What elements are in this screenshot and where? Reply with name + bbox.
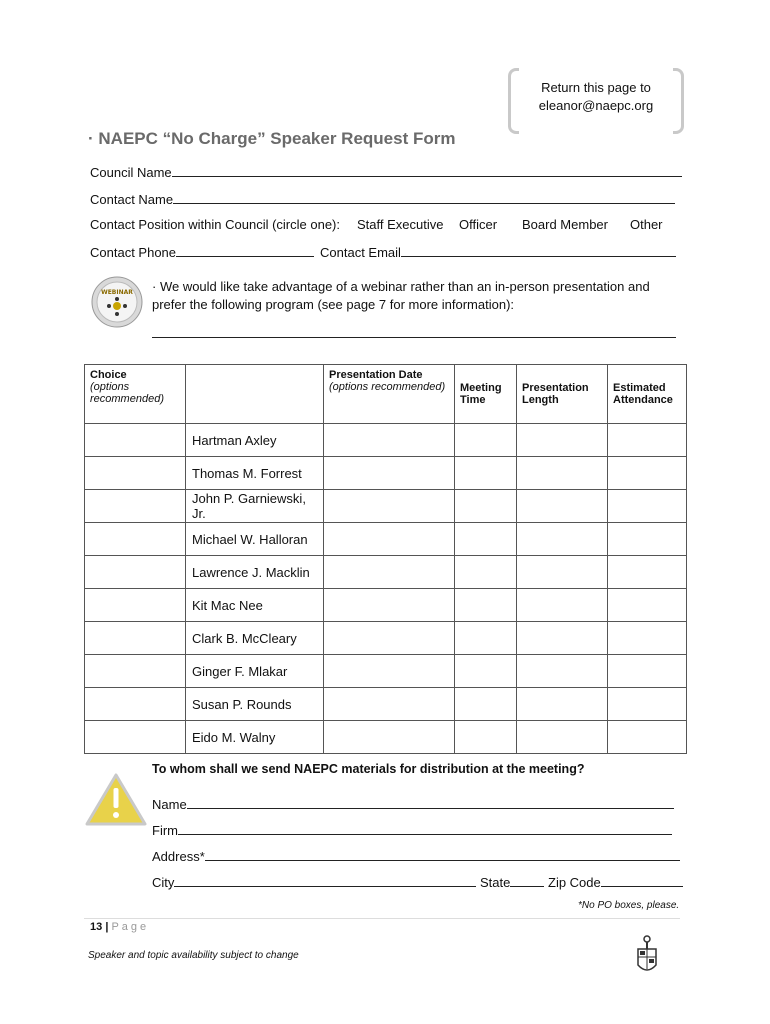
length-cell[interactable] xyxy=(517,490,608,523)
length-cell[interactable] xyxy=(517,655,608,688)
council-name-label: Council Name xyxy=(90,165,172,180)
choice-cell[interactable] xyxy=(85,688,186,721)
date-cell[interactable] xyxy=(324,556,455,589)
header-meeting-time: Meeting Time xyxy=(455,365,517,424)
speaker-name: Hartman Axley xyxy=(186,424,324,457)
materials-state-label: State xyxy=(480,875,511,890)
choice-cell[interactable] xyxy=(85,523,186,556)
position-other[interactable]: Other xyxy=(630,217,663,232)
contact-phone-label: Contact Phone xyxy=(90,245,177,260)
length-cell[interactable] xyxy=(517,589,608,622)
length-cell[interactable] xyxy=(517,457,608,490)
materials-name-row xyxy=(152,796,674,812)
table-row xyxy=(85,556,687,589)
length-cell[interactable] xyxy=(517,688,608,721)
choice-cell[interactable] xyxy=(85,490,186,523)
meeting-time-cell[interactable] xyxy=(455,589,517,622)
length-cell[interactable] xyxy=(517,424,608,457)
position-staff-executive[interactable]: Staff Executive xyxy=(357,217,444,232)
naepc-seal-icon xyxy=(636,935,658,977)
date-cell[interactable] xyxy=(324,424,455,457)
contact-email-label: Contact Email xyxy=(320,245,401,260)
date-cell[interactable] xyxy=(324,490,455,523)
table-header-row xyxy=(85,365,687,424)
po-box-note: *No PO boxes, please. xyxy=(578,900,680,911)
contact-email-field[interactable] xyxy=(401,244,676,257)
header-choice-sub: (options recommended) xyxy=(90,381,164,405)
attendance-cell[interactable] xyxy=(608,589,687,622)
table-row xyxy=(85,622,687,655)
materials-firm-row xyxy=(152,822,672,838)
speaker-name: Clark B. McCleary xyxy=(186,622,324,655)
footer-divider xyxy=(84,918,680,919)
choice-cell[interactable] xyxy=(85,721,186,754)
contact-phone-field[interactable] xyxy=(176,244,314,257)
date-cell[interactable] xyxy=(324,655,455,688)
contact-email-row xyxy=(320,244,676,260)
date-cell[interactable] xyxy=(324,721,455,754)
materials-address-field[interactable] xyxy=(205,848,680,861)
choice-cell[interactable] xyxy=(85,457,186,490)
attendance-cell[interactable] xyxy=(608,556,687,589)
header-date xyxy=(324,365,455,424)
page-number-separator: | xyxy=(105,921,109,933)
webinar-icon xyxy=(91,276,143,328)
header-estimated-attendance: Estimated Attendance xyxy=(608,365,687,424)
page-number-value: 13 xyxy=(90,921,103,933)
materials-firm-label: Firm xyxy=(152,823,178,838)
meeting-time-cell[interactable] xyxy=(455,523,517,556)
table-row xyxy=(85,523,687,556)
materials-city-field[interactable] xyxy=(174,874,476,887)
council-name-row xyxy=(90,164,682,180)
contact-name-label: Contact Name xyxy=(90,192,174,207)
choice-cell[interactable] xyxy=(85,589,186,622)
date-cell[interactable] xyxy=(324,457,455,490)
meeting-time-cell[interactable] xyxy=(455,622,517,655)
contact-name-field[interactable] xyxy=(173,191,675,204)
table-row xyxy=(85,424,687,457)
attendance-cell[interactable] xyxy=(608,721,687,754)
callout-email: eleanor@naepc.org xyxy=(538,98,654,113)
length-cell[interactable] xyxy=(517,556,608,589)
length-cell[interactable] xyxy=(517,622,608,655)
attendance-cell[interactable] xyxy=(608,490,687,523)
speaker-name: Ginger F. Mlakar xyxy=(186,655,324,688)
speaker-name: Thomas M. Forrest xyxy=(186,457,324,490)
date-cell[interactable] xyxy=(324,622,455,655)
council-name-field[interactable] xyxy=(172,164,682,177)
speaker-name: Lawrence J. Macklin xyxy=(186,556,324,589)
header-speaker xyxy=(186,365,324,424)
webinar-note-line-1: · We would like take advantage of a webinar rather than an in-person presentation and xyxy=(152,279,650,294)
materials-state-field[interactable] xyxy=(510,874,544,887)
materials-address-label: Address* xyxy=(152,849,205,864)
length-cell[interactable] xyxy=(517,721,608,754)
meeting-time-cell[interactable] xyxy=(455,457,517,490)
speaker-name: Eido M. Walny xyxy=(186,721,324,754)
callout-bracket-right xyxy=(673,68,684,134)
materials-name-label: Name xyxy=(152,797,187,812)
attendance-cell[interactable] xyxy=(608,424,687,457)
header-date-sub: (options recommended) xyxy=(329,381,446,393)
header-choice-label: Choice xyxy=(90,369,127,381)
materials-name-field[interactable] xyxy=(187,796,674,809)
webinar-note-line-2: prefer the following program (see page 7 for more information): xyxy=(152,297,515,312)
contact-name-row xyxy=(90,191,675,207)
webinar-program-field[interactable] xyxy=(152,337,676,338)
speaker-table xyxy=(84,364,687,754)
materials-city-row xyxy=(152,874,683,890)
meeting-time-cell[interactable] xyxy=(455,688,517,721)
materials-question: To whom shall we send NAEPC materials for distribution at the meeting? xyxy=(152,762,585,776)
materials-zip-label: Zip Code xyxy=(548,875,601,890)
callout-text xyxy=(518,79,674,115)
meeting-time-cell[interactable] xyxy=(455,490,517,523)
speaker-name: John P. Garniewski, Jr. xyxy=(186,490,324,523)
meeting-time-cell[interactable] xyxy=(455,655,517,688)
speaker-name: Kit Mac Nee xyxy=(186,589,324,622)
header-date-label: Presentation Date xyxy=(329,369,423,381)
return-callout xyxy=(508,68,684,128)
footer-disclaimer: Speaker and topic availability subject to change xyxy=(88,950,299,961)
callout-line-1: Return this page to xyxy=(541,80,651,95)
materials-city-label: City xyxy=(152,875,175,890)
choice-cell[interactable] xyxy=(85,556,186,589)
page-word: Page xyxy=(111,921,150,933)
length-cell[interactable] xyxy=(517,523,608,556)
choice-cell[interactable] xyxy=(85,655,186,688)
warning-icon xyxy=(84,772,148,828)
choice-cell[interactable] xyxy=(85,622,186,655)
date-cell[interactable] xyxy=(324,688,455,721)
table-row xyxy=(85,688,687,721)
table-row xyxy=(85,589,687,622)
webinar-note xyxy=(152,278,672,314)
attendance-cell[interactable] xyxy=(608,688,687,721)
table-row xyxy=(85,721,687,754)
date-cell[interactable] xyxy=(324,589,455,622)
page-title: · NAEPC “No Charge” Speaker Request Form xyxy=(88,129,456,148)
speaker-rows xyxy=(85,424,687,754)
date-cell[interactable] xyxy=(324,523,455,556)
table-row xyxy=(85,655,687,688)
position-board-member[interactable]: Board Member xyxy=(522,217,608,232)
meeting-time-cell[interactable] xyxy=(455,556,517,589)
webinar-icon-label: WEBINAR xyxy=(101,289,133,296)
choice-cell[interactable] xyxy=(85,424,186,457)
speaker-name: Susan P. Rounds xyxy=(186,688,324,721)
attendance-cell[interactable] xyxy=(608,523,687,556)
header-choice xyxy=(85,365,186,424)
speaker-name: Michael W. Halloran xyxy=(186,523,324,556)
header-presentation-length: Presentation Length xyxy=(517,365,608,424)
attendance-cell[interactable] xyxy=(608,622,687,655)
position-officer[interactable]: Officer xyxy=(459,217,498,232)
materials-address-row xyxy=(152,848,680,864)
contact-position-row xyxy=(90,217,340,232)
attendance-cell[interactable] xyxy=(608,655,687,688)
contact-phone-row xyxy=(90,244,314,260)
table-row xyxy=(85,490,687,523)
meeting-time-cell[interactable] xyxy=(455,424,517,457)
contact-position-label: Contact Position within Council (circle one): xyxy=(90,217,340,232)
table-row xyxy=(85,457,687,490)
materials-firm-field[interactable] xyxy=(178,822,672,835)
meeting-time-cell[interactable] xyxy=(455,721,517,754)
materials-zip-field[interactable] xyxy=(601,874,683,887)
attendance-cell[interactable] xyxy=(608,457,687,490)
page-number xyxy=(90,921,149,933)
